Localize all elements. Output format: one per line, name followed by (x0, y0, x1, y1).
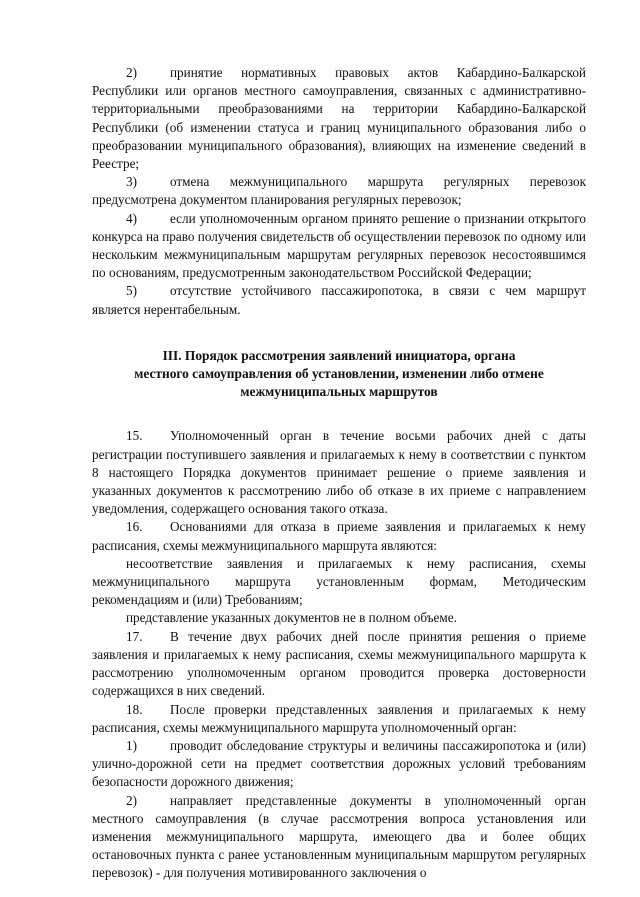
item-number: 5) (126, 283, 137, 299)
item-text: отмена межмуниципального маршрута регулярных перевозок предусмотрена документом планирования регулярных перевозок; (92, 174, 586, 208)
list-item (92, 173, 586, 209)
paragraph-16-ground-1 (92, 555, 586, 610)
paragraph-text: Основаниями для отказа в приеме заявления и прилагаемых к нему расписания, схемы межмуниципального маршрута являются: (92, 519, 586, 553)
paragraph-17 (92, 628, 586, 701)
paragraph-18 (92, 701, 586, 737)
paragraph-15 (92, 427, 586, 518)
item-text: отсутствие устойчивого пассажиропотока, в связи с чем маршрут является нерентабельным. (92, 283, 586, 317)
paragraph-18-item-2 (92, 792, 586, 883)
section-heading-line: местного самоуправления об установлении, изменении либо отмене (134, 366, 544, 382)
section-heading (92, 347, 586, 402)
paragraph-text: несоответствие заявления и прилагаемых к нему расписания, схемы межмуниципального маршрута установленным формам, Методическим рекомендациям и (или) Требованиям; (92, 555, 586, 608)
list-item (92, 282, 586, 318)
item-number: 1) (126, 737, 137, 753)
item-text: направляет представленные документы в уполномоченный орган местного самоуправления (в случае рассмотрения вопроса установления или изменения межмуниципального маршрута, имеющего два и более общих остановочных пункта с ранее установленным муниципальным маршрутом регулярных перевозок) - для получения мотивированного заключения о (92, 792, 586, 881)
list-item (92, 64, 586, 173)
item-number: 4) (126, 210, 137, 226)
paragraph-text: После проверки представленных заявления и прилагаемых к нему расписания, схемы межмуниципального маршрута уполномоченный орган: (92, 701, 586, 735)
paragraph-16-ground-2 (92, 609, 586, 627)
item-number: 2) (126, 792, 137, 808)
paragraph-text: В течение двух рабочих дней после принятия решения о приеме заявления и прилагаемых к нему расписания, схемы межмуниципального маршрута к рассмотрению уполномоченным органом проводится проверка достоверности содержащихся в них сведений. (92, 628, 586, 699)
paragraph-text: Уполномоченный орган в течение восьми рабочих дней с даты регистрации поступившего заявления и прилагаемых к нему в соответствии с пунктом 8 настоящего Порядка документов принимает решение о приеме заявления и указанных документов к рассмотрению либо об отказе в их приеме с направлением уведомления, содержащего основания такого отказа. (92, 428, 586, 517)
paragraph-number: 18. (126, 701, 143, 717)
item-number: 2) (126, 65, 137, 80)
paragraph-number: 15. (126, 428, 143, 444)
paragraph-number: 17. (126, 628, 143, 644)
document-body (92, 64, 586, 883)
item-text: если уполномоченным органом принято решение о признании открытого конкурса на право получения свидетельств об осуществлении перевозок по одному или нескольким межмуниципальным маршрутам регулярных перевозок несостоявшимся по основаниям, предусмотренным законодательством Российской Федерации; (92, 210, 586, 281)
item-text: проводит обследование структуры и величины пассажиропотока и (или) улично-дорожной сети на предмет соответствия дорожных условий требованиям безопасности дорожного движения; (92, 737, 586, 790)
paragraph-18-item-1 (92, 737, 586, 792)
item-number: 3) (126, 174, 137, 190)
section-heading-line: III. Порядок рассмотрения заявлений инициатора, органа (162, 347, 516, 363)
paragraph-number: 16. (126, 519, 143, 535)
item-text: принятие нормативных правовых актов Кабардино-Балкарской Республики или органов местного самоуправления, связанных с административно-территориальными преобразованиями на территории Кабардино-Балкарской Республики (об изменении статуса и границ муниципального образования либо о преобразовании муниципального образования), влияющих на изменение сведений в Реестре; (92, 65, 586, 172)
section-heading-line: межмуниципальных маршрутов (240, 384, 438, 400)
paragraph-text: представление указанных документов не в полном объеме. (126, 610, 457, 626)
paragraph-16 (92, 518, 586, 554)
list-item (92, 210, 586, 283)
